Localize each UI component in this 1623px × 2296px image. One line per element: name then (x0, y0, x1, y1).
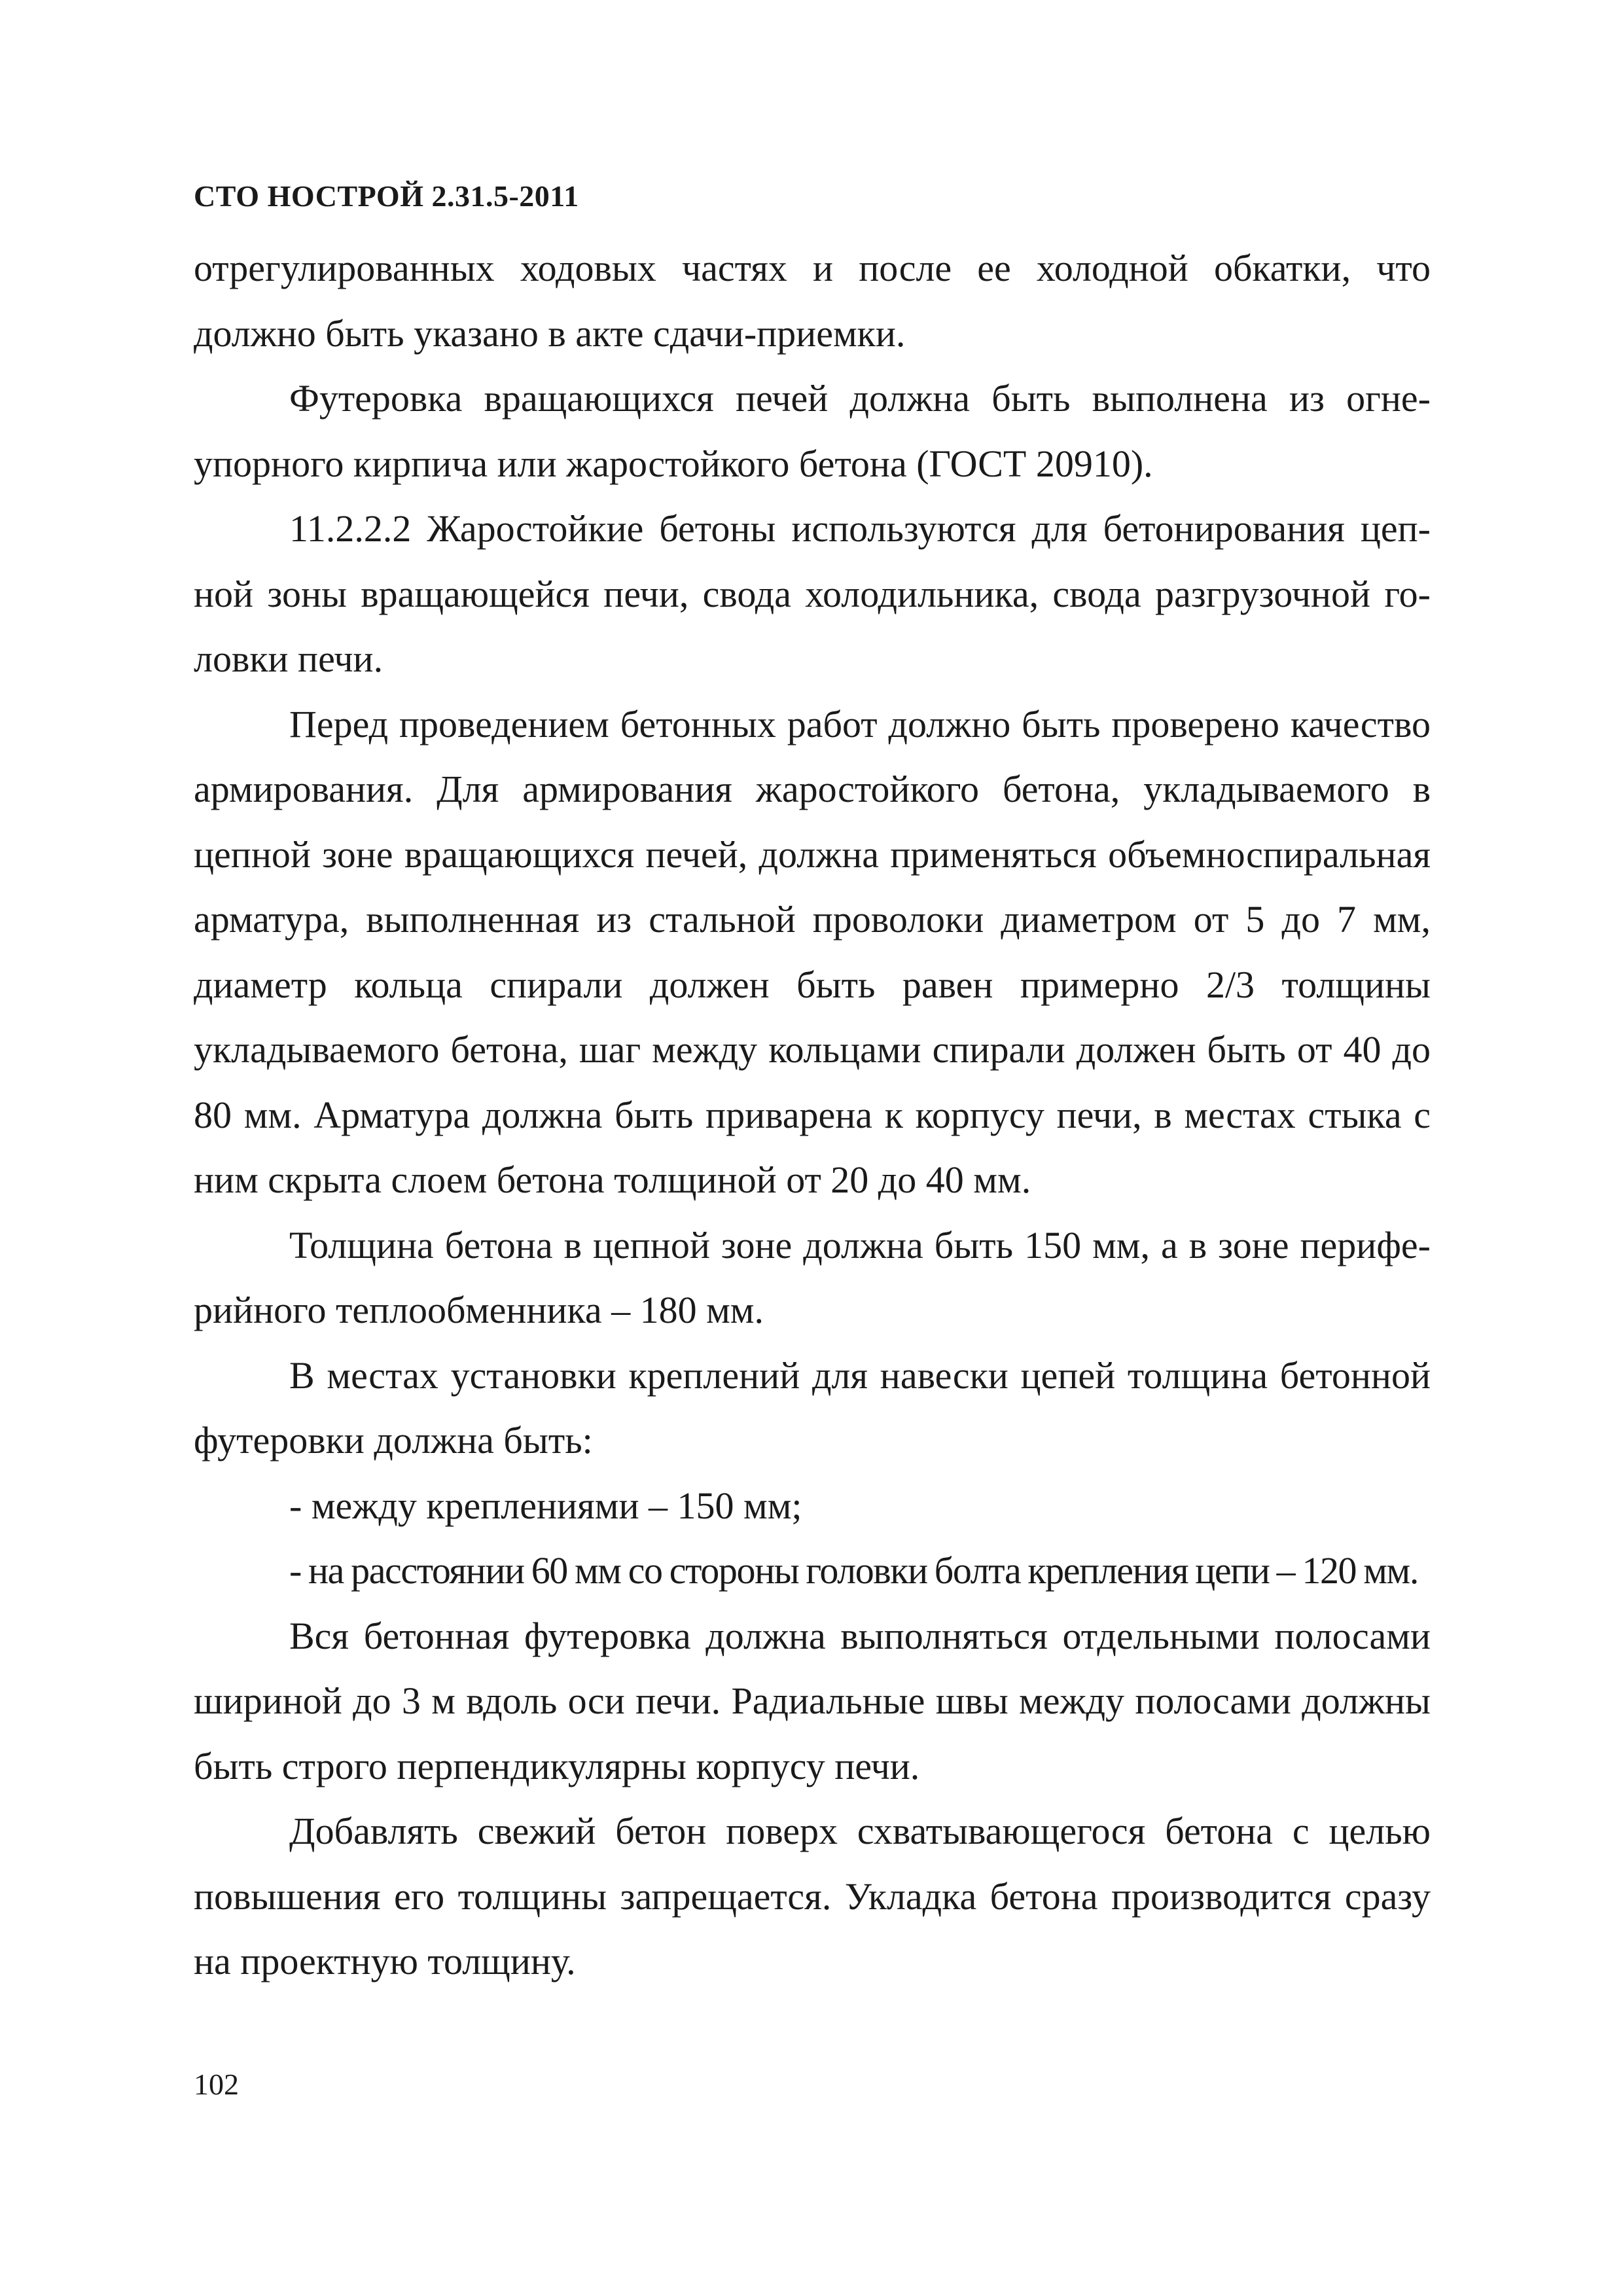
paragraph-concrete-thickness: Толщина бетона в цепной зоне должна быть 150 мм, а в зоне периферийного теплообменника – 180 мм. (194, 1223, 1431, 1331)
list-item-between-mounts: - между креплениями – 150 мм; (289, 1484, 802, 1527)
document-header: СТО НОСТРОЙ 2.31.5-2011 (194, 179, 579, 213)
page-number: 102 (194, 2068, 239, 2101)
list-item-bolt-head-distance: - на расстоянии 60 мм со стороны головки болта крепления цепи – 120 мм. (289, 1549, 1418, 1592)
paragraph-fresh-concrete: Добавлять свежий бетон поверх схватывающегося бетона с целью повышения его толщины запрещается. Укладка бетона производится сразу на проектную толщину. (194, 1810, 1431, 1982)
paragraph-continuation: отрегулированных ходовых частях и после ее холодной обкатки, что должно быть указано в акте сдачи-приемки. (194, 247, 1431, 355)
document-body (194, 236, 1431, 1994)
paragraph-lining-material: Футеровка вращающихся печей должна быть выполнена из огнеупорного кирпича или жаростойкого бетона (ГОСТ 20910). (194, 377, 1431, 485)
paragraph-lining-strips: Вся бетонная футеровка должна выполняться отдельными полосами шириной до 3 м вдоль оси печи. Радиальные швы между полосами должны быть строго перпендикулярны корпусу печи. (194, 1614, 1431, 1787)
paragraph-chain-mounts: В местах установки креплений для навески цепей толщина бетонной футеровки должна быть: (194, 1354, 1431, 1462)
paragraph-reinforcement: Перед проведением бетонных работ должно быть проверено качество армирования. Для армирования жаростойкого бетона, укладываемого в цепной зоне вращающихся печей, должна применяться объемноспиральная арматура, выполненная из стальной проволоки диаметром от 5 до 7 мм, диаметр кольца спирали должен быть равен примерно 2/3 толщины укладываемого бетона, шаг между кольцами спирали должен быть от 40 до 80 мм. Арматура должна быть приварена к корпусу печи, в местах стыка с ним скрыта слоем бетона толщиной от 20 до 40 мм. (194, 702, 1431, 1201)
paragraph-11-2-2-2: 11.2.2.2 Жаростойкие бетоны используются для бетонирования цепной зоны вращающейся печи, свода холодильника, свода разгрузочной головки печи. (194, 507, 1431, 680)
